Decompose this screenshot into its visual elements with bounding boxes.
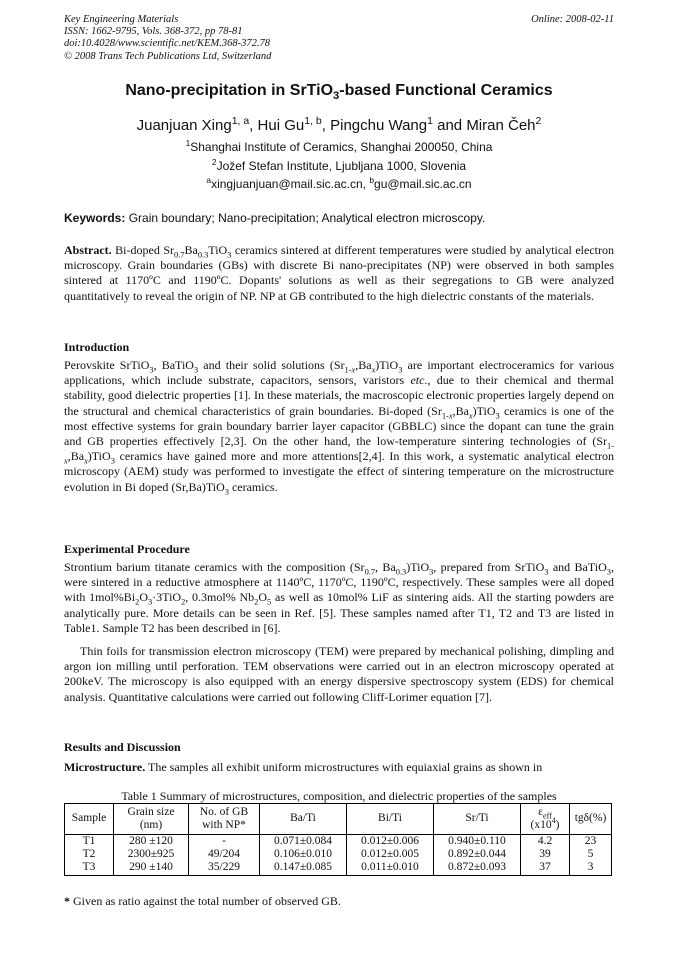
online-date: Online: 2008-02-11 [531, 14, 614, 25]
affiliation-1: $^1$Shanghai Institute of Ceramics, Shanghai 200050, China [185, 138, 493, 154]
table-cell: 0.012±0.005 [347, 848, 434, 861]
table-cell: 35/229 [189, 861, 260, 875]
author-list: Juanjuan Xing$^{1, a}$, Hui Gu$^{1, b}$, Pingchu Wang$^1$ and Miran Čeh$^2$ [136, 115, 542, 134]
results-heading: Results and Discussion [64, 740, 181, 754]
header-cell: Grain size (nm) [114, 804, 189, 835]
table-cell: 3 [570, 861, 612, 875]
experimental-heading: Experimental Procedure [64, 542, 190, 556]
table-cell: 49/204 [189, 848, 260, 861]
table-cell: T3 [65, 861, 114, 875]
table-cell: 5 [570, 848, 612, 861]
copyright-line: © 2008 Trans Tech Publications Ltd, Switzerland [64, 50, 272, 62]
header-cell: No. of GB with NP* [189, 804, 260, 835]
header-cell: Sr/Ti [434, 804, 521, 835]
author-emails: $^a$xingjuanjuan@mail.sic.ac.cn, $^b$gu@mail.sic.ac.cn [206, 175, 472, 191]
table-cell: T2 [65, 848, 114, 861]
table-cell: 0.892±0.044 [434, 848, 521, 861]
issn-line: ISSN: 1662-9795, Vols. 368-372, pp 78-81 [64, 26, 243, 38]
keywords-label: Keywords: [64, 211, 126, 225]
keywords-text: Grain boundary; Nano-precipitation; Analytical electron microscopy. [128, 211, 486, 225]
abstract-label: Abstract. [64, 243, 112, 257]
header-cell: Bi/Ti [347, 804, 434, 835]
abstract-text: Bi-doped $Sr_{0.7}Ba_{0.3}TiO_3$ ceramics sintered at different temperatures were studied by analytical electron microscopy. Grain boundaries (GBs) with discrete Bi nano-precipitates (NP) were observed in both samples sintered at 1170ºC and 1190ºC. Dopants' solutions as well as their segregations to GB were analyzed quantitatively to reveal the origin of NP. NP at GB contributed to the high dielectric constants of the materials. [64, 243, 614, 303]
header-cell: $\varepsilon_{eff}$ $(x10^4)$ [521, 804, 570, 835]
table-cell: 0.011±0.010 [347, 861, 434, 875]
table-cell: 0.071±0.084 [260, 835, 347, 849]
journal-header [64, 14, 271, 63]
introduction-heading: Introduction [64, 340, 130, 354]
table-row [65, 835, 612, 849]
table-cell: 23 [570, 835, 612, 849]
table-cell: 2300±925 [114, 848, 189, 861]
experimental-paragraph-2: Thin foils for transmission electron microscopy (TEM) were prepared by mechanical polishing, dimpling and argon ion milling until perforation. TEM observations were carried out in an electron microscopy operated at 200keV. The microscopy is also equipped with an energy dispersive spectroscopy system (EDS) for chemical analysis. Quantitative calculations were carried out following Cliff-Lorimer equation [7]. [64, 644, 614, 704]
table-header-row [65, 804, 612, 835]
table-caption: Table 1 Summary of microstructures, composition, and dielectric properties of the samples [121, 789, 557, 803]
affiliation-2: $^2$Jožef Stefan Institute, Ljubljana 1000, Slovenia [211, 157, 467, 173]
paper-title: Nano-precipitation in SrTiO$_3$-based Functional Ceramics [125, 82, 553, 103]
header-cell: Sample [65, 804, 114, 835]
results-table [64, 803, 612, 876]
table-cell: 0.012±0.006 [347, 835, 434, 849]
abstract-paragraph [64, 243, 614, 304]
microstructure-label: Microstructure. [64, 760, 146, 774]
table-row [65, 848, 612, 861]
table-cell: 0.872±0.093 [434, 861, 521, 875]
table-cell: 280 ±120 [114, 835, 189, 849]
header-cell: Ba/Ti [260, 804, 347, 835]
keywords-line [64, 211, 485, 225]
table-cell: 39 [521, 848, 570, 861]
footnote-text: Given as ratio against the total number of observed GB. [73, 894, 341, 908]
table-footnote: * Given as ratio against the total number of observed GB. [64, 894, 341, 908]
table-cell: 0.940±0.110 [434, 835, 521, 849]
doi-line: doi:10.4028/www.scientific.net/KEM.368-372.78 [64, 38, 270, 50]
table-cell: 37 [521, 861, 570, 875]
table-row [65, 861, 612, 875]
table-cell: 4.2 [521, 835, 570, 849]
table-cell: 290 ±140 [114, 861, 189, 875]
experimental-paragraph-1: Strontium barium titanate ceramics with the composition ($Sr_{0.7}$, $Ba_{0.3})TiO_3$, prepared from SrTiO$_3$ and BaTiO$_3$, were sintered in a reductive atmosphere at 1140ºC, 1170ºC, 1190ºC, respectively. These samples were all doped with $1mol\%Bi_2O_3\cdot 3TiO_2$, 0.3mol% $Nb_2O_5$ as well as 10mol% LiF as sintering aids. All the starting powders are analytically pure. More details can be seen in Ref. [5]. These samples named after T1, T2 and T3 are listed in Table1. Sample T2 has been described in [6]. [64, 560, 614, 635]
results-text: The samples all exhibit uniform microstructures with equiaxial grains as shown in [148, 760, 543, 774]
introduction-paragraph: Perovskite SrTiO$_3$, BaTiO$_3$ and their solid solutions $(Sr_{1-x},Ba_x)TiO_3$ are important electroceramics for various applications, which include substrate, capacitors, sensors, varistors etc., due to their chemical and thermal stability, good dielectric properties [1]. In these materials, the macroscopic electronic properties largely depend on the structural and chemical characteristics of grain boundaries. Bi-doped $(Sr_{1-x},Ba_x)TiO_3$ ceramics is one of the most effective systems for grain boundary barrier layer capacitor (GBBLC) since the dopant can tune the grain and GB properties effectively [2,3]. On the other hand, the low-temperature sintering technologies of $(Sr_{1-x},Ba_x)TiO_3$ ceramics have gained more and more attentions[2,4]. In this work, a systematic analytical electron microscopy (AEM) study was performed to investigate the effect of sintering temperature on the microstructure evolution in Bi doped (Sr,Ba)TiO$_3$ ceramics. [64, 358, 615, 497]
table-cell: 0.106±0.010 [260, 848, 347, 861]
table-cell: - [189, 835, 260, 849]
header-cell: tgδ(%) [570, 804, 612, 835]
journal-name: Key Engineering Materials [64, 14, 179, 25]
results-paragraph [64, 760, 614, 775]
table-cell: 0.147±0.085 [260, 861, 347, 875]
table-cell: T1 [65, 835, 114, 849]
